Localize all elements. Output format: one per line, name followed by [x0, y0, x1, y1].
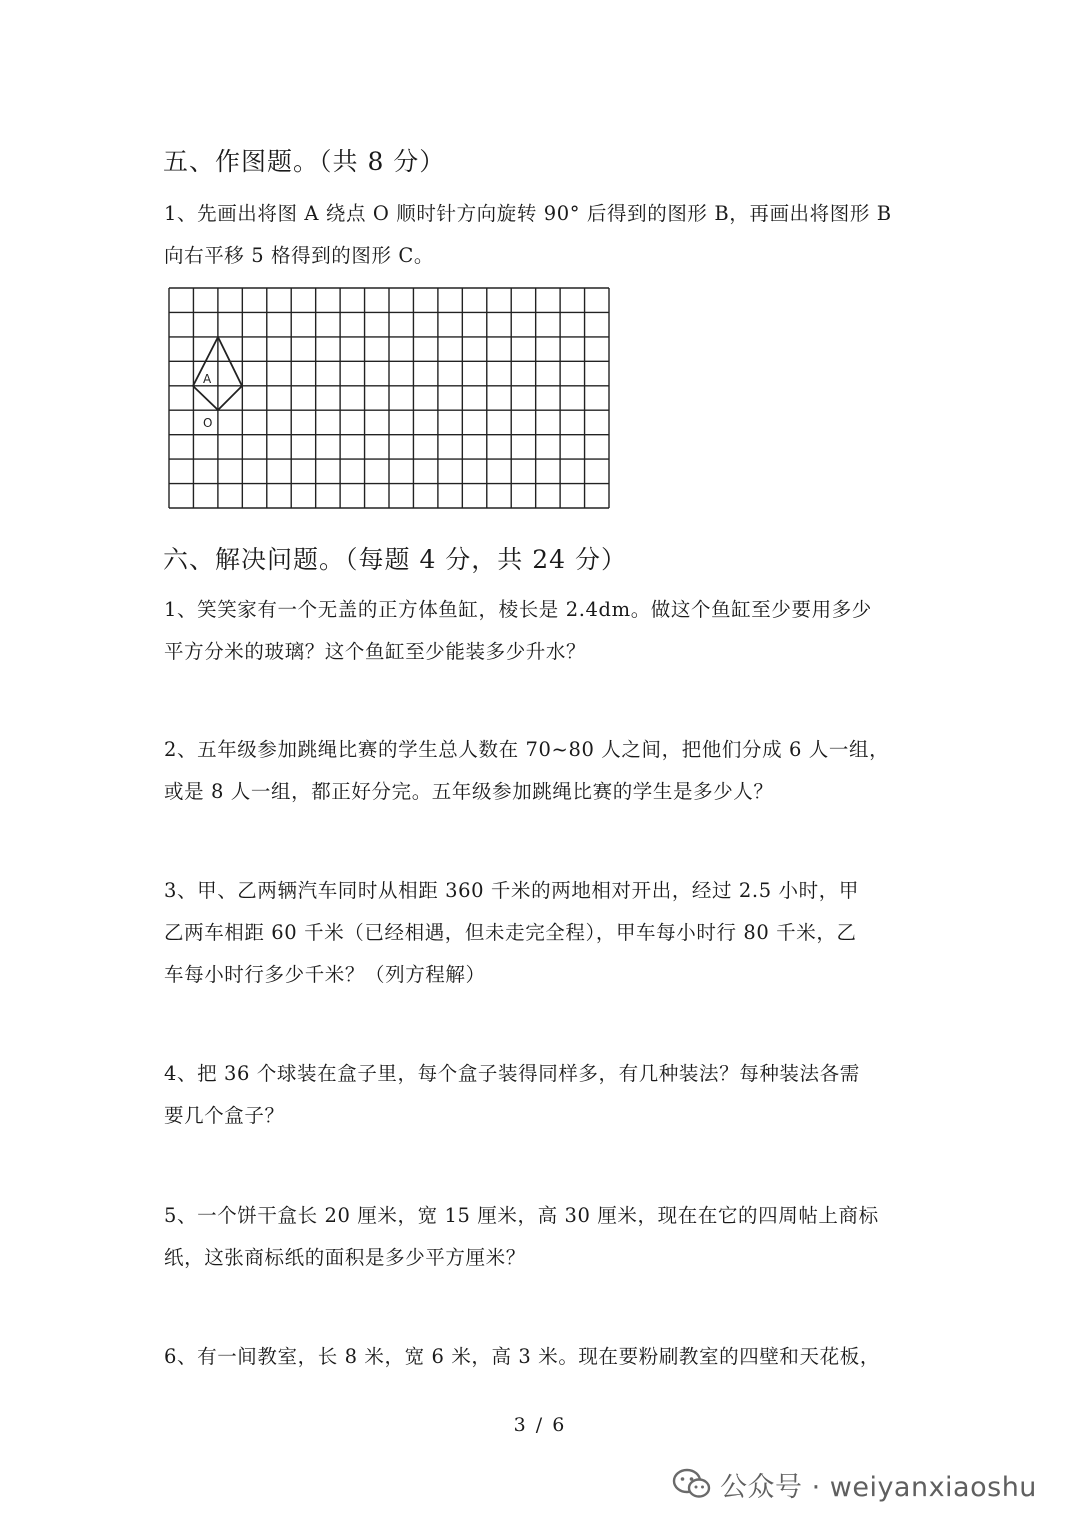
- page-number: 3 / 6: [513, 1414, 567, 1436]
- point-o-label: O: [203, 416, 213, 430]
- s6-q3-line-3: 车每小时行多少千米？（列方程解）: [164, 963, 486, 986]
- section-6-title: 六、解决问题。（每题 4 分，共 24 分）: [163, 545, 628, 574]
- wechat-icon: [672, 1467, 712, 1501]
- s6-q4-line-1: 4、把 36 个球装在盒子里，每个盒子装得同样多，有几种装法？每种装法各需: [164, 1062, 860, 1085]
- watermark-text: 公众号 · weiyanxiaoshu: [720, 1471, 1037, 1503]
- section-5-title: 五、作图题。（共 8 分）: [163, 147, 446, 176]
- figure-a-label: A: [203, 372, 212, 386]
- s6-q5-line-2: 纸，这张商标纸的面积是多少平方厘米？: [164, 1246, 526, 1269]
- drawing-grid: [169, 288, 609, 508]
- s6-q5-line-1: 5、一个饼干盒长 20 厘米，宽 15 厘米，高 30 厘米，现在在它的四周帖上商标: [164, 1204, 879, 1227]
- s6-q6-line-1: 6、有一间教室，长 8 米，宽 6 米，高 3 米。现在要粉刷教室的四壁和天花板，: [164, 1345, 880, 1368]
- s6-q1-line-1: 1、笑笑家有一个无盖的正方体鱼缸，棱长是 2.4dm。做这个鱼缸至少要用多少: [164, 598, 872, 621]
- watermark: [672, 1464, 1037, 1504]
- s5-q1-line-1: 1、先画出将图 A 绕点 O 顺时针方向旋转 90° 后得到的图形 B，再画出将图形 B: [164, 202, 892, 225]
- s5-q1-line-2: 向右平移 5 格得到的图形 C。: [164, 244, 435, 267]
- s6-q3-line-1: 3、甲、乙两辆汽车同时从相距 360 千米的两地相对开出，经过 2.5 小时，甲: [164, 879, 859, 902]
- s6-q2-line-2: 或是 8 人一组，都正好分完。五年级参加跳绳比赛的学生是多少人？: [164, 780, 774, 803]
- s6-q1-line-2: 平方分米的玻璃？这个鱼缸至少能装多少升水？: [164, 640, 587, 663]
- s6-q4-line-2: 要几个盒子？: [164, 1104, 285, 1127]
- s6-q3-line-2: 乙两车相距 60 千米（已经相遇，但未走完全程），甲车每小时行 80 千米，乙: [164, 921, 857, 944]
- s6-q2-line-1: 2、五年级参加跳绳比赛的学生总人数在 70~80 人之间，把他们分成 6 人一组，: [164, 738, 890, 761]
